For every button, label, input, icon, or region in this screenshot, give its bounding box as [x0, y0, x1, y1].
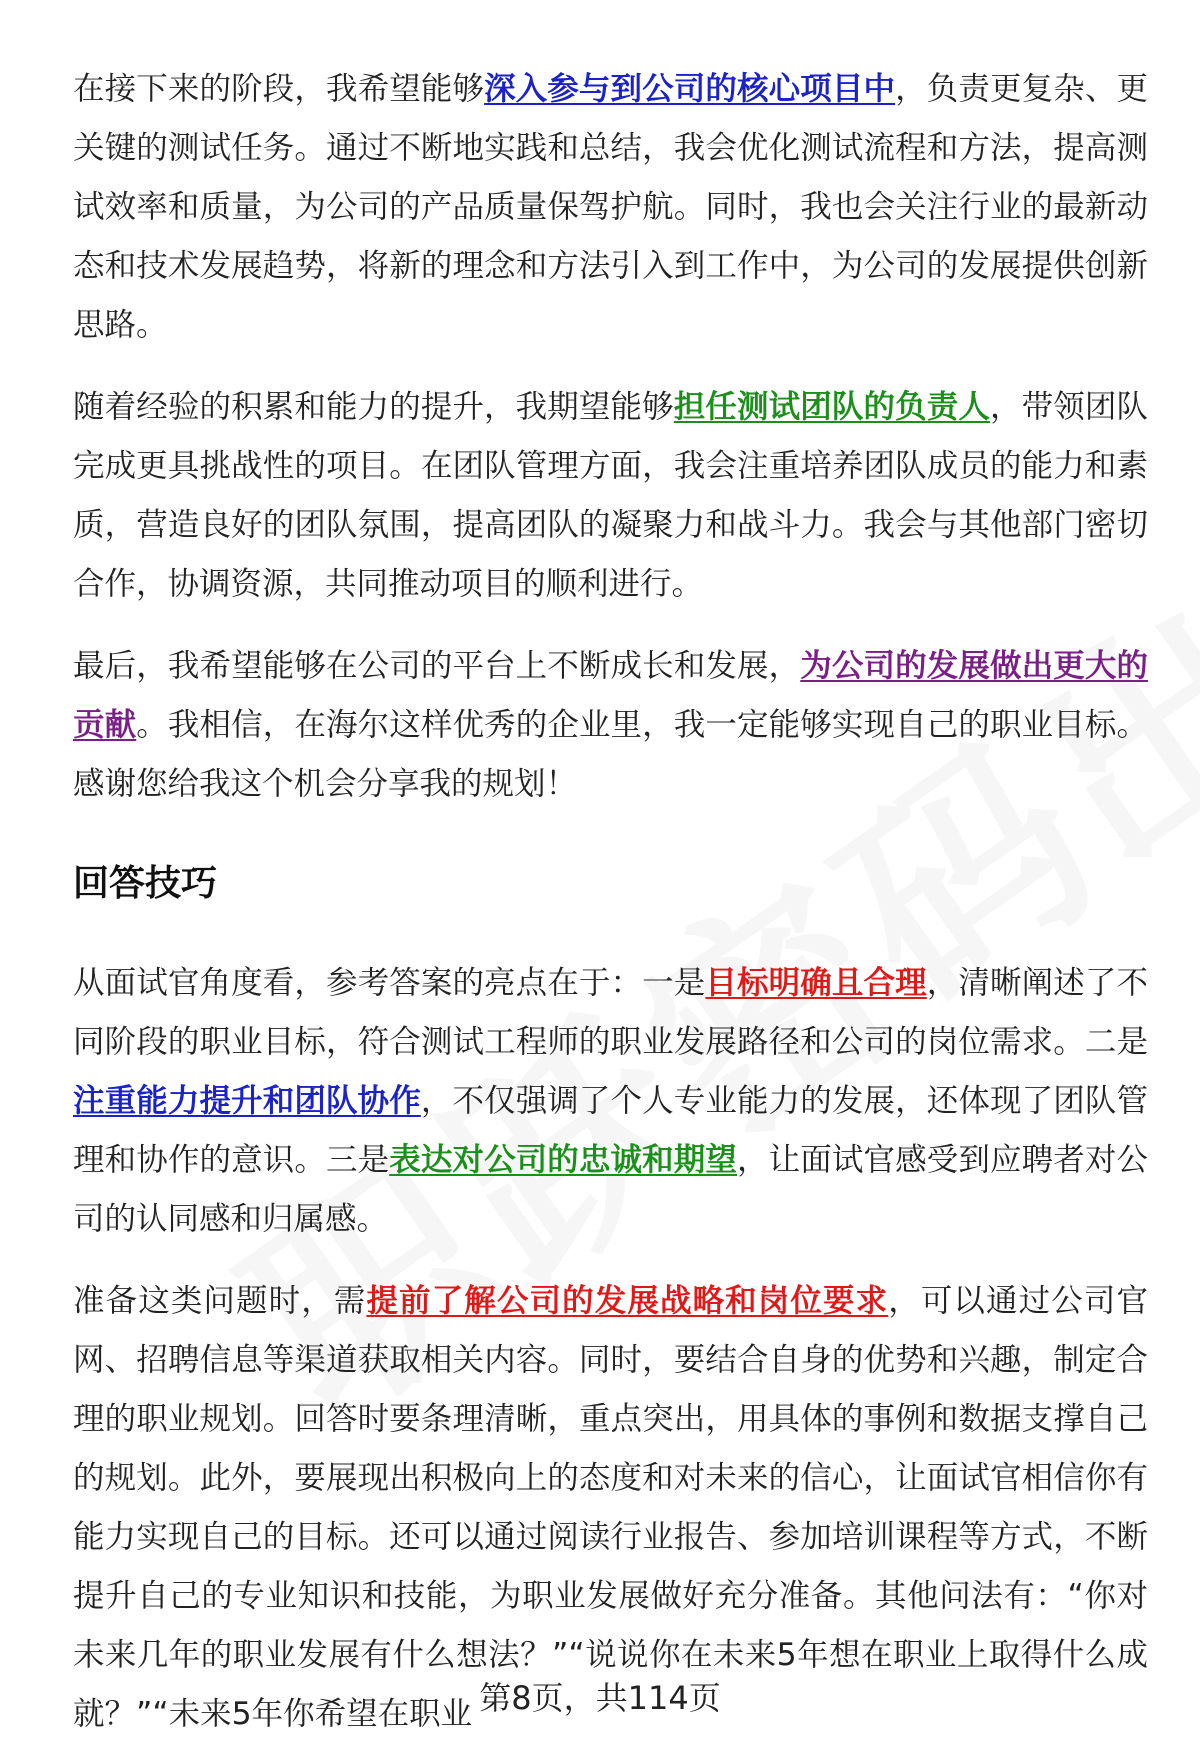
paragraph-1-highlight: 深入参与到公司的核心项目中 — [484, 71, 896, 107]
paragraph-5-text-b: ，可以通过公司官网、招聘信息等渠道获取相关内容。同时，要结合自身的优势和兴趣，制定合理的职业规划。回答时要条理清晰，重点突出，用具体的事例和数据支撑自己的规划。此外，要展现出积极向上的态度和对未来的信心，让面试官相信你有能力实现自己的目标。还可以通过阅读行业报告、参加培训课程等方式，不断提升自己的专业知识和技能，为职业发展做好充分准备。其他问法有：“你对未来几年的职业发展有什么想法？”“说说你在未来5年想在职业上取得什么成就？”“未来5年你希望在职业 — [73, 1283, 1148, 1732]
paragraph-1-text-a: 在接下来的阶段，我希望能够 — [73, 71, 485, 107]
paragraph-4-highlight-2: 注重能力提升和团队协作 — [73, 1083, 421, 1119]
paragraph-4-highlight-1: 目标明确且合理 — [705, 965, 927, 1001]
paragraph-5-text-a: 准备这类问题时，需 — [73, 1283, 367, 1319]
paragraph-4-text-b: ，清晰阐述了不同阶段的职业目标，符合测试工程师的职业发展路径和公司的岗位需求。二是 — [73, 965, 1148, 1060]
paragraph-5-highlight: 提前了解公司的发展战略和岗位要求 — [366, 1283, 889, 1319]
paragraph-2-text-b: ，带领团队完成更具挑战性的项目。在团队管理方面，我会注重培养团队成员的能力和素质，营造良好的团队氛围，提高团队的凝聚力和战斗力。我会与其他部门密切合作，协调资源，共同推动项目的顺利进行。 — [73, 389, 1148, 602]
paragraph-4-highlight-3: 表达对公司的忠诚和期望 — [389, 1142, 738, 1178]
paragraph-3-highlight: 为公司的发展做出更大的贡献 — [73, 648, 1148, 743]
section-heading: 回答技巧 — [73, 863, 218, 904]
paragraph-4-text-c: ，不仅强调了个人专业能力的发展，还体现了团队管理和协作的意识。三是 — [73, 1083, 1148, 1178]
paragraph-1-text-b: ，负责更复杂、更关键的测试任务。通过不断地实践和总结，我会优化测试流程和方法，提高测试效率和质量，为公司的产品质量保驾护航。同时，我也会关注行业的最新动态和技术发展趋势，将新的理念和方法引入到工作中，为公司的发展提供创新思路。 — [73, 71, 1148, 343]
paragraph-2-text-a: 随着经验的积累和能力的提升，我期望能够 — [73, 389, 674, 425]
paragraph-4-text-d: ，让面试官感受到应聘者对公司的认同感和归属感。 — [73, 1142, 1148, 1237]
paragraph-1 — [73, 60, 1148, 355]
paragraph-3-text-a: 最后，我希望能够在公司的平台上不断成长和发展， — [73, 648, 801, 684]
paragraph-2-highlight: 担任测试团队的负责人 — [673, 389, 990, 425]
page-footer: 第8页，共114页 — [479, 1679, 721, 1717]
paragraph-3-text-b: 。我相信，在海尔这样优秀的企业里，我一定能够实现自己的职业目标。感谢您给我这个机会分享我的规划！ — [73, 707, 1148, 802]
paragraph-4-text-a: 从面试官角度看，参考答案的亮点在于：一是 — [73, 965, 706, 1001]
paragraph-3 — [73, 637, 1148, 814]
document-body — [73, 60, 1148, 1744]
paragraph-2 — [73, 378, 1148, 614]
paragraph-4 — [73, 954, 1148, 1249]
